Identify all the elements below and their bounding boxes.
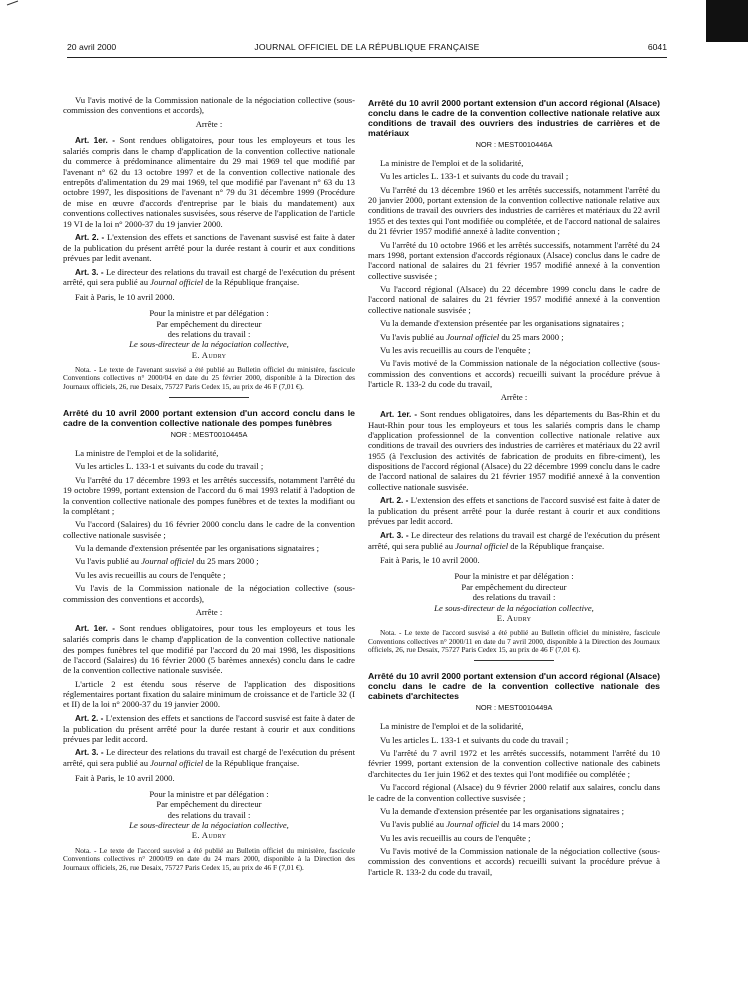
visa-paragraph: Vu l'avis motivé de la Commission nationale de la négociation collective (sous-commission des conventions et accords),: [63, 95, 355, 116]
header-rule: [67, 57, 667, 58]
signature-line: Pour la ministre et par délégation :: [149, 308, 269, 319]
visa-paragraph: Vu l'accord régional (Alsace) du 22 décembre 1999 conclu dans le cadre de l'accord national de salaires du 21 février 1957 modifié annexé à la convention collective nationale susvisée ;: [368, 284, 660, 315]
article-text: Sont rendues obligatoires, pour tous les employeurs et tous les salariés compris dans le champ d'application de la convention collective nationale du commerce à prédominance alimentaire du 29 mai 1969 tel que modifié par l'avenant n° 62 du 13 octobre 1997 et de la convention collective nationale des entrepôts d'alimentation du 29 mai 1969, tel que modifié par l'avenant n° 63 du 13 octobre 1997, les dispositions de l'avenant n° 79 du 31 décembre 1999 (Procédure de mise en œuvre d'accords d'entreprise par le biais du mandatement) aux conventions collectives nationales susvisées, sous réserve de l'application de l'article 19 VI de la loi n° 2000-37 du 19 janvier 2000.: [63, 135, 355, 229]
visa-paragraph: Vu l'arrêté du 17 décembre 1993 et les arrêtés successifs, notamment l'arrêté du 19 octobre 1999, portant extension de l'accord du 6 mai 1993 relatif à l'adoption de la convention collective nationale des pompes funèbres et de textes la modifiant ou la complétant ;: [63, 474, 355, 516]
signatory-name: E. Audry: [191, 830, 227, 841]
signature-block: [63, 308, 355, 360]
journal-officiel-ref: Journal officiel: [455, 540, 509, 551]
signature-line: Par empêchement du directeur: [461, 581, 567, 592]
signature-block: [63, 789, 355, 841]
visa-paragraph: Vu les articles L. 133-1 et suivants du code du travail ;: [380, 734, 569, 745]
section-divider: [169, 397, 249, 398]
visa-paragraph: Vu les articles L. 133-1 et suivants du code du travail ;: [75, 461, 264, 472]
visa-paragraph: Vu l'accord régional (Alsace) du 9 février 2000 relatif aux salaires, conclu dans le cadre de la convention collective susvisée ;: [368, 782, 660, 803]
article-paragraph: [63, 747, 355, 768]
arrete-label: Arrête :: [195, 118, 223, 129]
visa-text: du 25 mars 2000 ;: [501, 331, 564, 342]
nota-note: Nota. - Le texte de l'accord susvisé a été publié au Bulletin officiel du ministère, fascicule Conventions collectives n° 2000/11 en date du 7 avril 2000, disponible à la Direction des Journaux officiels, 26, rue Desaix, 75727 Paris Cedex 15, au prix de 46 F (7,01 €).: [368, 628, 660, 655]
article-heading: Art. 1er. -: [75, 624, 116, 634]
header-journal-title: JOURNAL OFFICIEL DE LA RÉPUBLIQUE FRANÇAISE: [254, 42, 480, 52]
fait-a-paris: Fait à Paris, le 10 avril 2000.: [380, 555, 480, 566]
article-heading: Art. 3. -: [380, 530, 409, 540]
header-date: 20 avril 2000: [67, 42, 117, 52]
fait-a-paris: Fait à Paris, le 10 avril 2000.: [75, 291, 175, 302]
article-paragraph: [63, 623, 355, 675]
article-heading: Art. 3. -: [75, 267, 104, 277]
journal-officiel-ref: Journal officiel: [141, 556, 195, 567]
nor-reference: NOR : MEST0010446A: [475, 140, 553, 149]
visa-paragraph: [63, 556, 355, 566]
article-text: L'extension des effets et sanctions de l'accord susvisé est faite à dater de la publication du présent arrêté pour la durée restant à courir et aux conditions prévues par ledit accord.: [63, 712, 356, 745]
arrete-label: Arrête :: [195, 606, 223, 617]
nor-reference: NOR : MEST0010449A: [475, 703, 553, 713]
visa-paragraph: Vu la demande d'extension présentée par les organisations signataires ;: [75, 543, 319, 554]
article-heading: Art. 2. -: [380, 496, 409, 506]
article-paragraph: [63, 267, 355, 288]
nor-reference: NOR : MEST0010445A: [170, 430, 248, 440]
visa-paragraph: Vu les avis recueillis au cours de l'enquête ;: [75, 569, 226, 580]
visa-paragraph: Vu l'arrêté du 13 décembre 1960 et les arrêtés successifs, notamment l'arrêté du 20 janvier 2000, portant extension de la convention collective nationale relative aux conditions de travail des ouvriers des industries de carrières et matériaux du 22 avril 1955 et des textes qui l'ont modifiée ou complétée, et de l'accord national de salaires du 21 février 1957 modifié annexé à ladite convention ;: [368, 184, 660, 237]
visa-paragraph: Vu l'arrêté du 10 octobre 1966 et les arrêtés successifs, notamment l'arrêté du 24 mars 1998, portant extension d'accords régionaux (Alsace) conclus dans le cadre de l'accord national de salaires du 21 février 1957 modifié annexé à la convention collective susvisée ;: [368, 239, 660, 281]
article-text: L'extension des effets et sanctions de l'accord susvisé est faite à dater de la publication du présent arrêté pour la durée restant à courir et aux conditions prévues par ledit accord.: [368, 495, 661, 527]
journal-officiel-ref: Journal officiel: [446, 331, 500, 342]
visa-paragraph: Vu la demande d'extension présentée par les organisations signataires ;: [380, 805, 624, 816]
decree-title: Arrêté du 10 avril 2000 portant extension d'un accord conclu dans le cadre de la convention collective nationale des pompes funèbres: [63, 408, 355, 429]
signature-line: Pour la ministre et par délégation :: [454, 571, 574, 582]
article-text: de la République française.: [205, 758, 300, 769]
visa-paragraph: Vu les avis recueillis au cours de l'enquête ;: [380, 832, 531, 843]
decree-title: Arrêté du 10 avril 2000 portant extension d'un accord régional (Alsace) conclu dans le cadre de la convention collective nationale des cabinets d'architectes: [368, 671, 660, 702]
visa-paragraph: Vu les articles L. 133-1 et suivants du code du travail ;: [380, 171, 569, 182]
visa-paragraph: La ministre de l'emploi et de la solidarité,: [75, 448, 219, 459]
visa-paragraph: Vu les avis recueillis au cours de l'enquête ;: [380, 344, 531, 355]
visa-paragraph: [368, 332, 660, 342]
page-edge-tab: [706, 0, 748, 42]
article-heading: Art. 2. -: [75, 232, 105, 242]
signatory-name: E. Audry: [496, 612, 532, 623]
section-divider: [474, 660, 554, 661]
decree-title: Arrêté du 10 avril 2000 portant extension d'un accord régional (Alsace) conclu dans le cadre de la convention collective nationale relative aux conditions de travail des ouvriers des industries de carrières et de matériaux: [368, 98, 660, 138]
article-paragraph: L'article 2 est étendu sous réserve de l'application des dispositions réglementaires portant fixation du salaire minimum de croissance et de l'article 32 (I et II) de la loi n° 2000-37 du 19 janvier 2000.: [63, 678, 355, 710]
signature-line: des relations du travail :: [167, 809, 251, 820]
article-paragraph: [63, 135, 355, 229]
article-paragraph: [63, 713, 355, 745]
article-heading: Art. 2. -: [75, 713, 104, 723]
signature-line: Par empêchement du directeur: [156, 318, 262, 329]
article-paragraph: [368, 495, 660, 527]
signature-line: des relations du travail :: [167, 328, 251, 339]
article-text: Le directeur des relations du travail est chargé de l'exécution du présent arrêté, qui sera publié au: [368, 529, 660, 551]
corner-mark-icon: [6, 0, 20, 6]
article-paragraph: [368, 530, 660, 551]
article-heading: Art. 1er. -: [75, 136, 116, 146]
left-column: [63, 95, 355, 875]
signature-block: [368, 571, 660, 623]
visa-text: du 14 mars 2000 ;: [501, 819, 564, 830]
article-text: Le directeur des relations du travail est chargé de l'exécution du présent arrêté, qui sera publié au: [63, 747, 355, 769]
header-page-number: 6041: [647, 42, 667, 52]
page-header: [67, 42, 667, 56]
signature-line: des relations du travail :: [472, 592, 556, 603]
visa-paragraph: Vu l'avis motivé de la Commission nationale de la négociation collective (sous-commission des conventions et accords) recueilli suivant la procédure prévue à l'article R. 133-2 du code du travail,: [368, 358, 660, 389]
visa-text: du 25 mars 2000 ;: [196, 556, 259, 567]
article-heading: Art. 3. -: [75, 748, 104, 758]
arrete-label: Arrête :: [500, 392, 528, 403]
visa-paragraph: La ministre de l'emploi et de la solidarité,: [380, 157, 524, 168]
visa-paragraph: Vu l'avis motivé de la Commission nationale de la négociation collective (sous-commission des conventions et accords) recueilli suivant la procédure prévue à l'article R. 133-2 du code du travail,: [368, 846, 660, 877]
journal-officiel-ref: Journal officiel: [150, 277, 204, 288]
visa-paragraph: Vu l'avis de la Commission nationale de la négociation collective (sous-commission des conventions et accords),: [63, 583, 355, 604]
visa-text: Vu l'avis publié au: [380, 819, 445, 830]
article-paragraph: [368, 409, 660, 492]
signatory-title: Le sous-directeur de la négociation collective,: [129, 820, 289, 831]
journal-officiel-ref: Journal officiel: [150, 758, 204, 769]
visa-text: Vu l'avis publié au: [380, 331, 445, 342]
article-text: de la République française.: [510, 540, 605, 551]
visa-paragraph: Vu l'accord (Salaires) du 16 février 2000 conclu dans le cadre de la convention collective nationale susvisée ;: [63, 519, 355, 540]
visa-text: Vu l'avis publié au: [75, 556, 140, 567]
nota-note: Nota. - Le texte de l'avenant susvisé a été publié au Bulletin officiel du ministère, fascicule Conventions collectives n° 2000/04 en date du 25 février 2000, disponible à la Direction des Journaux officiels, 26, rue Desaix, 75727 Paris Cedex 15, au prix de 46 F (7,01 €).: [63, 365, 355, 391]
article-text: de la République française.: [205, 277, 300, 288]
visa-paragraph: Vu la demande d'extension présentée par les organisations signataires ;: [380, 318, 624, 329]
journal-officiel-ref: Journal officiel: [446, 819, 500, 830]
article-text: L'extension des effets et sanctions de l'avenant susvisé est faite à dater de la publication du présent arrêté pour la durée restant à courir et aux conditions prévues par ledit avenant.: [63, 231, 355, 264]
article-paragraph: [63, 232, 355, 264]
visa-paragraph: La ministre de l'emploi et de la solidarité,: [380, 721, 524, 732]
visa-paragraph: Vu l'arrêté du 7 avril 1972 et les arrêtés successifs, notamment l'arrêté du 10 février 1999, portant extension de la convention collective nationale des cabinets d'architectes du 1er juin 1962 et des textes qui l'ont modifiée ou complétée ;: [368, 748, 660, 779]
signatory-name: E. Audry: [191, 349, 227, 360]
signature-line: Pour la ministre et par délégation :: [149, 788, 269, 799]
article-text: Sont rendues obligatoires, dans les départements du Bas-Rhin et du Haut-Rhin pour tous les employeurs et tous les salariés compris dans le champ d'application professionnel de la convention collective nationale relative aux conditions de travail des ouvriers des industries de carrières et matériaux du 22 avril 1955 (à l'exclusion des activités de fabrication de produits en fibre-ciment), les dispositions de l'accord régional (Alsace) du 22 décembre 1999 conclu dans le cadre de l'accord national de salaires du 21 février 1957 modifié annexé à la convention collective nationale susvisée.: [368, 408, 660, 492]
fait-a-paris: Fait à Paris, le 10 avril 2000.: [75, 772, 175, 783]
article-text: Le directeur des relations du travail est chargé de l'exécution du présent arrêté, qui sera publié au: [63, 266, 355, 288]
visa-paragraph: [368, 819, 660, 829]
nota-note: Nota. - Le texte de l'accord susvisé a été publié au Bulletin officiel du ministère, fascicule Conventions collectives n° 2000/09 en date du 24 mars 2000, disponible à la Direction des Journaux officiels, 26, rue Desaix, 75727 Paris Cedex 15, au prix de 46 F (7,01 €).: [63, 845, 355, 872]
article-heading: Art. 1er. -: [380, 409, 418, 419]
right-column: [368, 98, 660, 880]
signatory-title: Le sous-directeur de la négociation collective,: [434, 602, 594, 613]
signature-line: Par empêchement du directeur: [156, 799, 262, 810]
article-text: Sont rendues obligatoires, pour tous les employeurs et tous les salariés compris dans le champ d'application de la convention collective nationale des pompes funèbres tel que modifié par l'accord du 20 mai 1998, les dispositions de l'accord (Salaires) du 16 février 2000 (5 barèmes annexés) conclu dans le cadre de la convention collective nationale susvisée.: [63, 623, 355, 676]
signatory-title: Le sous-directeur de la négociation collective,: [129, 339, 289, 350]
